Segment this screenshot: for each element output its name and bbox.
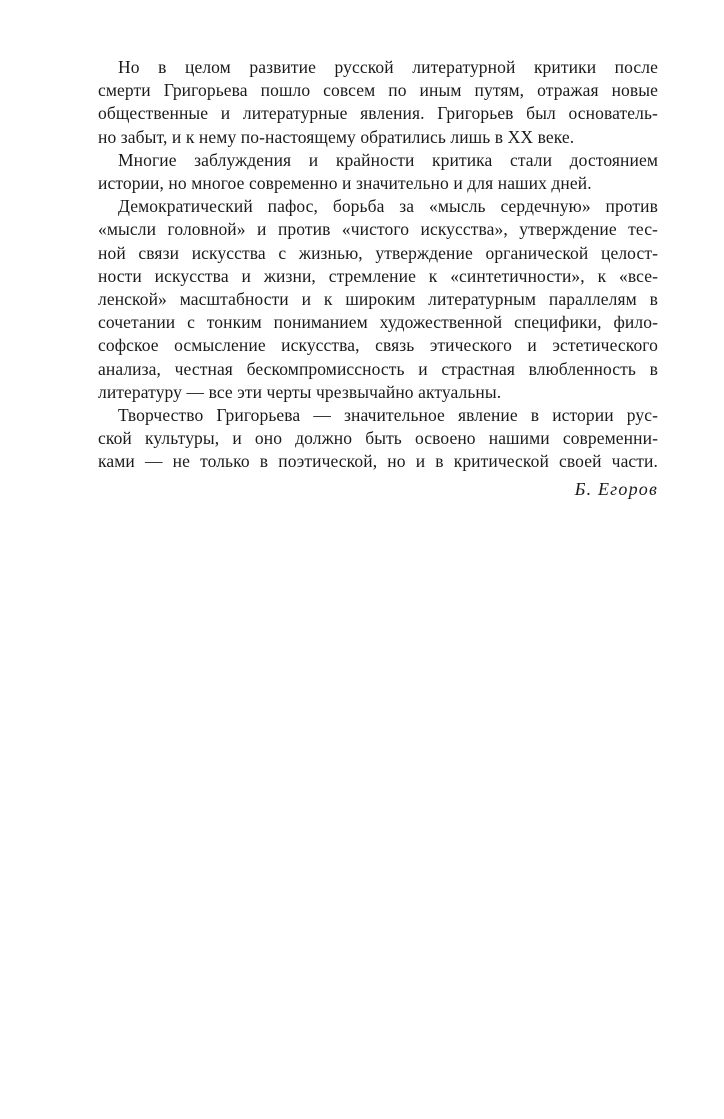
paragraph-line: общественные и литературные явления. Григорьев был основатель- bbox=[98, 103, 658, 124]
paragraph-line: но забыт, и к нему по-настоящему обратились лишь в XX веке. bbox=[98, 126, 575, 147]
paragraph-line: анализа, честная бескомпромиссность и страстная влюбленность в bbox=[98, 358, 658, 379]
author-signature: Б. Егоров bbox=[574, 479, 658, 499]
document-body bbox=[98, 56, 658, 474]
paragraph-line: Но в целом развитие русской литературной критики после bbox=[118, 57, 658, 77]
paragraph-line: «мысли головной» и против «чистого искусства», утверждение тес- bbox=[98, 219, 658, 240]
paragraph-line: истории, но многое современно и значительно и для наших дней. bbox=[98, 173, 592, 194]
paragraph-line: ленской» масштабности и к широким литературным параллелям в bbox=[98, 289, 658, 310]
paragraph-line: ной связи искусства с жизнью, утверждение органической целост- bbox=[98, 242, 658, 263]
paragraph-line: Демократический пафос, борьба за «мысль сердечную» против bbox=[118, 196, 658, 217]
paragraph-line: ности искусства и жизни, стремление к «синтетичности», к «все- bbox=[98, 265, 658, 286]
paragraph-line: софское осмысление искусства, связь этического и эстетического bbox=[98, 335, 658, 356]
paragraph-line: ской культуры, и оно должно быть освоено нашими современни- bbox=[98, 428, 658, 449]
paragraph-2 bbox=[98, 149, 658, 195]
paragraph-1 bbox=[98, 56, 658, 149]
paragraph-line: Творчество Григорьева — значительное явление в истории рус- bbox=[118, 405, 658, 426]
paragraph-line: ками — не только в поэтической, но и в критической своей части. bbox=[98, 451, 658, 472]
paragraph-line: сочетании с тонким пониманием художественной специфики, фило- bbox=[98, 312, 658, 333]
paragraph-3 bbox=[98, 195, 658, 404]
paragraph-line: смерти Григорьева пошло совсем по иным путям, отражая новые bbox=[98, 80, 658, 101]
paragraph-4 bbox=[98, 404, 658, 474]
paragraph-line: литературу — все эти черты чрезвычайно актуальны. bbox=[98, 381, 502, 402]
paragraph-line: Многие заблуждения и крайности критика стали достоянием bbox=[118, 149, 658, 170]
